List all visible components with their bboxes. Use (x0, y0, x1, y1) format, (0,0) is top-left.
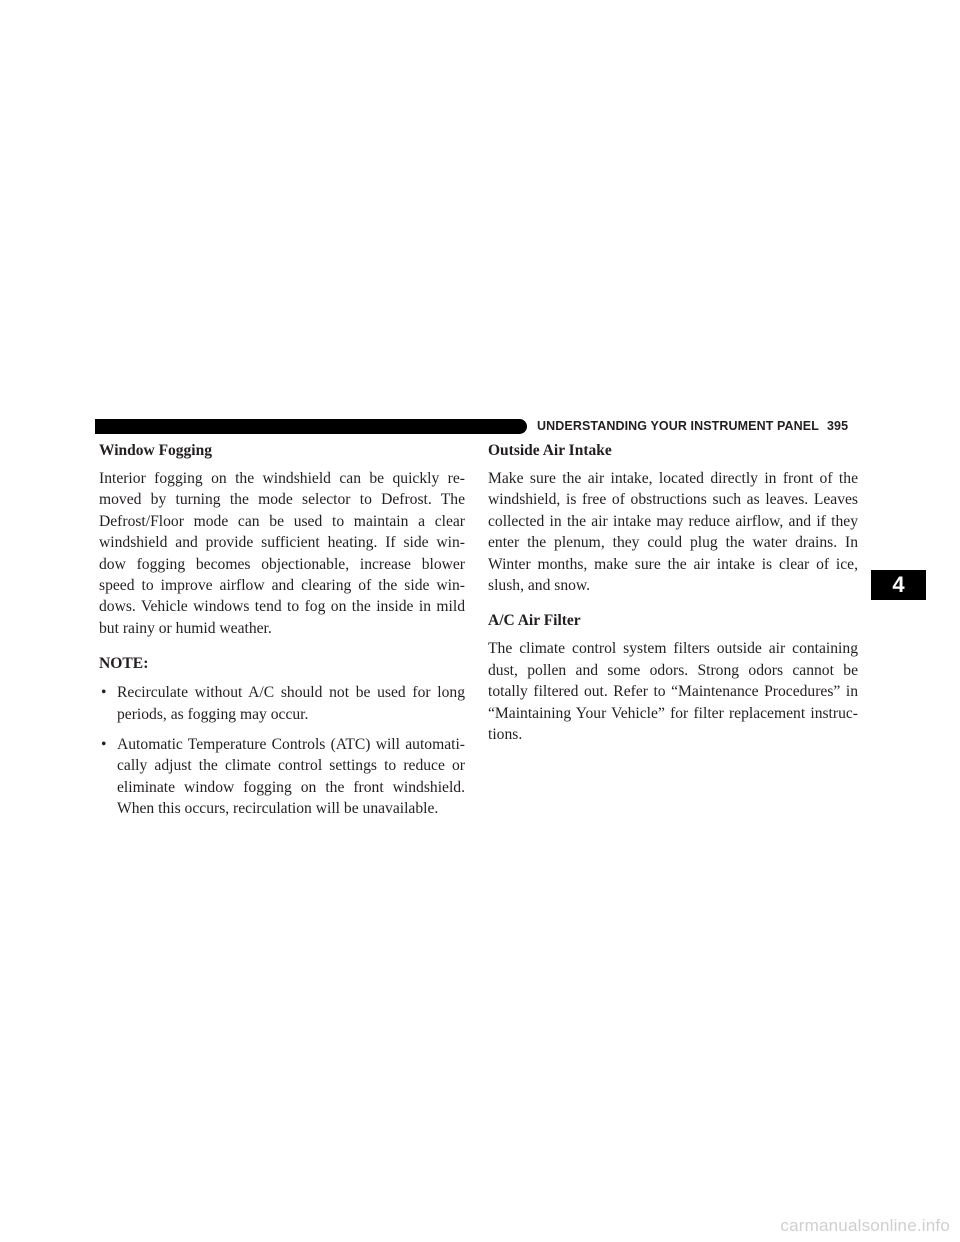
section-outside-air-intake (488, 440, 858, 596)
note-label: NOTE: (99, 655, 149, 673)
chapter-tab: 4 (871, 570, 926, 600)
paragraph-window-fogging: Interior fogging on the windshield can be quickly re- moved by turning the mode selector to Defrost. The Defrost/Floor mode can be used to maintain a clear windshield and provide sufficient heating. If side win- dow fogging becomes objectionable, increase blower speed to improve airflow and clearing of the side win- dows. Vehicle windows tend to fog on the inside in mild but rainy or humid weather. (99, 470, 465, 637)
paragraph-ac-air-filter: The climate control system filters outside air containing dust, pollen and some odors. Strong odors cannot be totally filtered out. Refer to “Maintenance Procedures” in “Maintaining Your Vehicle” for filter replacement instruc- tions. (488, 640, 858, 744)
section-heading-ac-air-filter: A/C Air Filter (488, 612, 581, 630)
right-column (488, 440, 858, 759)
running-header-title: UNDERSTANDING YOUR INSTRUMENT PANEL (537, 419, 819, 433)
bullet-icon: • (101, 684, 107, 702)
bullet-icon: • (101, 736, 107, 754)
paragraph-outside-air-intake: Make sure the air intake, located directly in front of the windshield, is free of obstructions such as leaves. Leaves collected in the air intake may reduce airflow, and if they enter the plenum, they could plug the water drains. In Winter months, make sure the air intake is clear of ice, slush, and snow. (488, 470, 858, 595)
section-heading-outside-air-intake: Outside Air Intake (488, 442, 612, 459)
header-rule-bar (95, 419, 527, 434)
section-ac-air-filter (488, 610, 858, 745)
note-item (99, 682, 465, 725)
note-item-text: Automatic Temperature Controls (ATC) will automati- cally adjust the climate control settings to reduce or eliminate window fogging on the front windshield. When this occurs, recirculation will be unavailable. (117, 736, 465, 818)
note-item (99, 734, 465, 820)
watermark-text: carmanualsonline.info (780, 1216, 950, 1235)
left-column (95, 440, 465, 829)
section-heading-window-fogging: Window Fogging (99, 442, 212, 459)
page-number: 395 (826, 419, 849, 433)
running-header (537, 419, 848, 434)
note-item-text: Recirculate without A/C should not be used for long periods, as fogging may occur. (117, 684, 465, 723)
note-list (95, 682, 465, 819)
section-window-fogging (95, 440, 465, 639)
